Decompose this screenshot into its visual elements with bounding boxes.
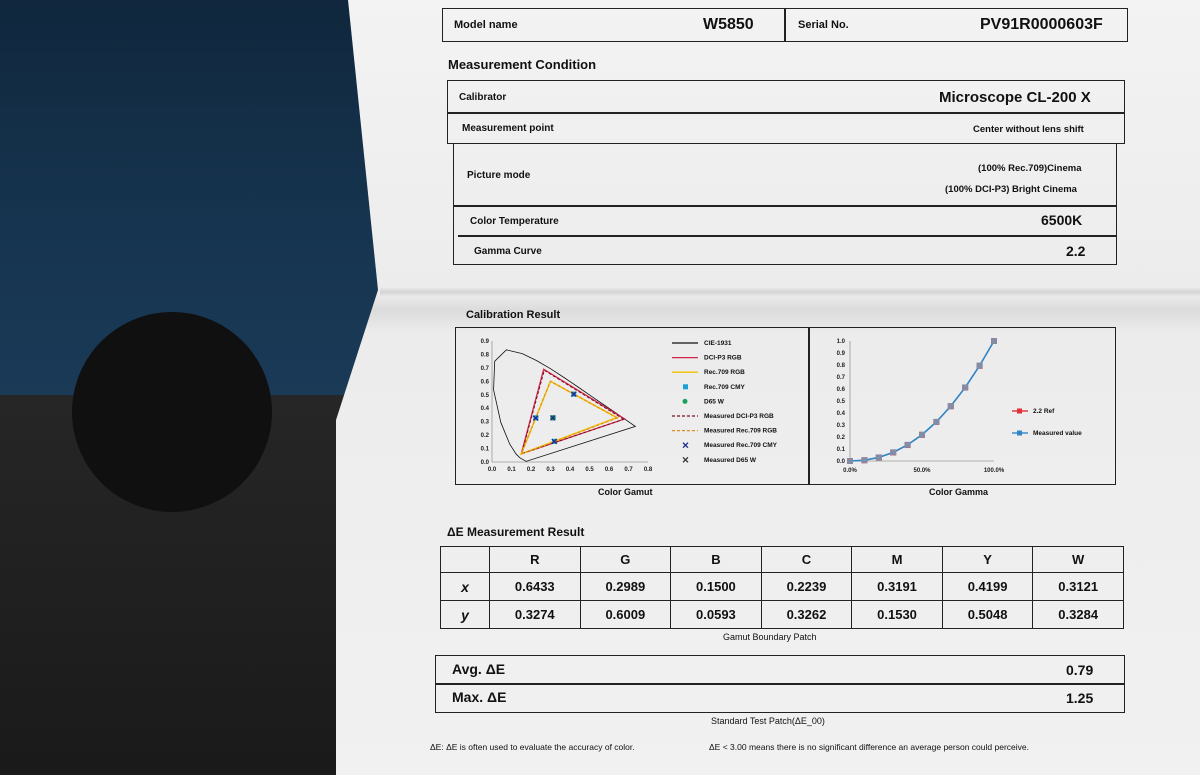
gamut-y-tick-label: 0.5 (480, 392, 489, 399)
gamut-series-measured-dci-p3-rgb (522, 370, 624, 453)
col-header-g: G (580, 547, 671, 573)
gamma-x-tick-label: 100.0% (983, 468, 1005, 474)
picture-mode-label: Picture mode (467, 170, 531, 181)
gamut-legend-label: CIE-1931 (704, 340, 732, 347)
gamut-boundary-caption: Gamut Boundary Patch (723, 632, 817, 642)
gamut-legend-label: Measured DCI-P3 RGB (704, 413, 774, 420)
gamma-series-line (850, 341, 994, 461)
gamut-x-tick-label: 0.6 (604, 467, 614, 473)
gamma-y-tick-label: 1.0 (836, 339, 845, 345)
picture-mode-value-2: (100% DCI-P3) Bright Cinema (945, 184, 1077, 195)
gamma-curve-value: 2.2 (1066, 243, 1086, 259)
gamut-x-tick-label: 0.5 (585, 467, 594, 473)
color-gamma-caption: Color Gamma (929, 487, 989, 497)
gamma-y-tick-label: 0.5 (836, 399, 845, 405)
max-delta-e-label: Max. ΔE (452, 689, 507, 705)
row-label-y: y (441, 601, 490, 629)
gamut-legend-swatch (683, 399, 688, 404)
serial-value: PV91R0000603F (980, 16, 1103, 33)
color-gamut-caption: Color Gamut (598, 487, 653, 497)
delta-e-title: ΔE Measurement Result (447, 525, 585, 539)
color-temp-divider (458, 235, 1117, 237)
charts-divider (808, 327, 810, 485)
cell-y-c: 0.3262 (761, 601, 852, 629)
gamma-series-point (977, 363, 983, 369)
gamut-y-tick-label: 0.1 (480, 446, 489, 453)
cell-y-g: 0.6009 (580, 601, 671, 629)
gamma-legend-marker (1017, 409, 1022, 414)
gamma-y-tick-label: 0.4 (836, 411, 845, 417)
color-gamma-chart (812, 331, 1112, 481)
color-temperature-value: 6500K (1041, 212, 1083, 228)
cell-y-b: 0.0593 (671, 601, 762, 629)
picture-mode-table (453, 143, 1117, 265)
measurement-condition-title: Measurement Condition (448, 57, 597, 72)
table-row (441, 601, 1124, 629)
gamut-legend-swatch (683, 384, 688, 389)
gamma-series-point (962, 384, 968, 390)
gamma-y-tick-label: 0.6 (836, 387, 845, 393)
cell-x-y: 0.4199 (942, 573, 1033, 601)
cell-x-w: 0.3121 (1033, 573, 1124, 601)
gamma-x-tick-label: 50.0% (913, 468, 931, 474)
gamma-y-tick-label: 0.3 (836, 423, 845, 429)
gamut-y-tick-label: 0.9 (480, 339, 489, 345)
gamma-legend-label: Measured value (1033, 430, 1082, 437)
serial-label: Serial No. (798, 19, 849, 31)
gamut-x-tick-label: 0.7 (624, 467, 633, 473)
condition-row-divider (447, 112, 1125, 114)
gamma-y-tick-label: 0.1 (836, 447, 845, 453)
gamut-legend-label: DCI-P3 RGB (704, 354, 742, 362)
gamut-legend-label: Measured Rec.709 CMY (704, 442, 777, 450)
gamut-x-tick-label: 0.1 (507, 467, 516, 473)
gamma-series-point (919, 432, 925, 438)
max-delta-e-value: 1.25 (1066, 690, 1094, 706)
delta-e-header-row (441, 547, 1124, 573)
col-header-b: B (671, 547, 762, 573)
gamma-series-point (876, 454, 882, 460)
gamut-legend-swatch (683, 457, 688, 462)
gamma-series-point (890, 449, 896, 455)
gamut-legend-label: Measured D65 W (704, 456, 757, 464)
color-temperature-label: Color Temperature (470, 216, 559, 227)
gamma-y-tick-label: 0.7 (836, 375, 845, 381)
gamut-y-tick-label: 0.4 (480, 406, 489, 413)
gamma-legend-marker (1017, 431, 1022, 436)
cell-x-c: 0.2239 (761, 573, 852, 601)
summary-divider (435, 683, 1125, 685)
col-header-r: R (490, 547, 581, 573)
color-gamut-chart (458, 331, 808, 481)
gamma-legend-label: 2.2 Ref (1033, 408, 1055, 415)
cell-x-g: 0.2989 (580, 573, 671, 601)
gamma-y-tick-label: 0.9 (836, 351, 845, 357)
footnote-left: ΔE: ΔE is often used to evaluate the accuracy of color. (430, 742, 635, 752)
gamma-series-line (850, 341, 994, 461)
cell-x-m: 0.3191 (852, 573, 943, 601)
cell-y-w: 0.3284 (1033, 601, 1124, 629)
paper-fold (380, 287, 1200, 297)
cell-x-b: 0.1500 (671, 573, 762, 601)
gamma-series-point (861, 457, 867, 463)
avg-delta-e-value: 0.79 (1066, 662, 1094, 678)
corner-cell (441, 547, 490, 573)
cell-y-m: 0.1530 (852, 601, 943, 629)
gamut-series-dci-p3-rgb (521, 369, 624, 454)
gamma-series-point (847, 458, 853, 464)
calibration-result-title: Calibration Result (466, 309, 561, 321)
picture-mode-divider (453, 205, 1117, 207)
gamut-x-tick-label: 0.2 (526, 467, 536, 473)
gamut-y-tick-label: 0.3 (480, 419, 489, 426)
avg-delta-e-label: Avg. ΔE (452, 661, 506, 677)
gamma-series-point (991, 338, 997, 344)
gamut-y-tick-label: 0.2 (480, 433, 489, 440)
gamma-y-tick-label: 0.8 (836, 363, 845, 369)
folder-cutout (72, 312, 272, 512)
row-label-x: x (441, 573, 490, 601)
gamma-y-tick-label: 0.0 (836, 459, 845, 465)
col-header-c: C (761, 547, 852, 573)
measurement-point-value: Center without lens shift (973, 124, 1084, 135)
gamut-legend-swatch (683, 443, 688, 448)
col-header-m: M (852, 547, 943, 573)
gamut-legend-label: Measured Rec.709 RGB (704, 427, 777, 435)
gamut-x-tick-label: 0.0 (487, 467, 497, 473)
footnote-right: ΔE < 3.00 means there is no significant difference an average person could perceive. (709, 742, 1029, 752)
gamma-curve-label: Gamma Curve (474, 246, 542, 257)
gamut-legend-label: D65 W (704, 398, 724, 406)
calibrator-value: Microscope CL-200 X (939, 89, 1091, 106)
gamut-series-cie-1931 (494, 350, 636, 461)
model-label: Model name (454, 19, 518, 31)
cell-y-r: 0.3274 (490, 601, 581, 629)
cell-x-r: 0.6433 (490, 573, 581, 601)
header-divider (784, 8, 786, 42)
gamut-y-tick-label: 0.6 (480, 379, 489, 386)
col-header-w: W (1033, 547, 1124, 573)
standard-test-patch-caption: Standard Test Patch(ΔE_00) (711, 716, 825, 726)
gamut-x-tick-label: 0.8 (643, 467, 653, 473)
gamma-series-point (905, 442, 911, 448)
table-row (441, 573, 1124, 601)
gamma-y-tick-label: 0.2 (836, 435, 845, 441)
cell-y-y: 0.5048 (942, 601, 1033, 629)
col-header-y: Y (942, 547, 1033, 573)
gamma-series-point (933, 419, 939, 425)
gamut-legend-label: Rec.709 CMY (704, 383, 745, 391)
gamut-y-tick-label: 0.0 (480, 460, 489, 466)
gamma-x-tick-label: 0.0% (843, 468, 857, 474)
gamut-x-tick-label: 0.3 (546, 467, 555, 473)
measurement-point-label: Measurement point (462, 123, 554, 134)
model-value: W5850 (703, 16, 754, 33)
gamut-y-tick-label: 0.7 (480, 365, 489, 372)
gamut-legend-label: Rec.709 RGB (704, 369, 745, 377)
calibrator-label: Calibrator (459, 92, 507, 103)
picture-mode-value-1: (100% Rec.709)Cinema (978, 163, 1082, 174)
gamut-x-tick-label: 0.4 (565, 467, 575, 473)
delta-e-table (440, 546, 1124, 629)
gamma-series-point (948, 403, 954, 409)
gamut-y-tick-label: 0.8 (480, 352, 489, 359)
